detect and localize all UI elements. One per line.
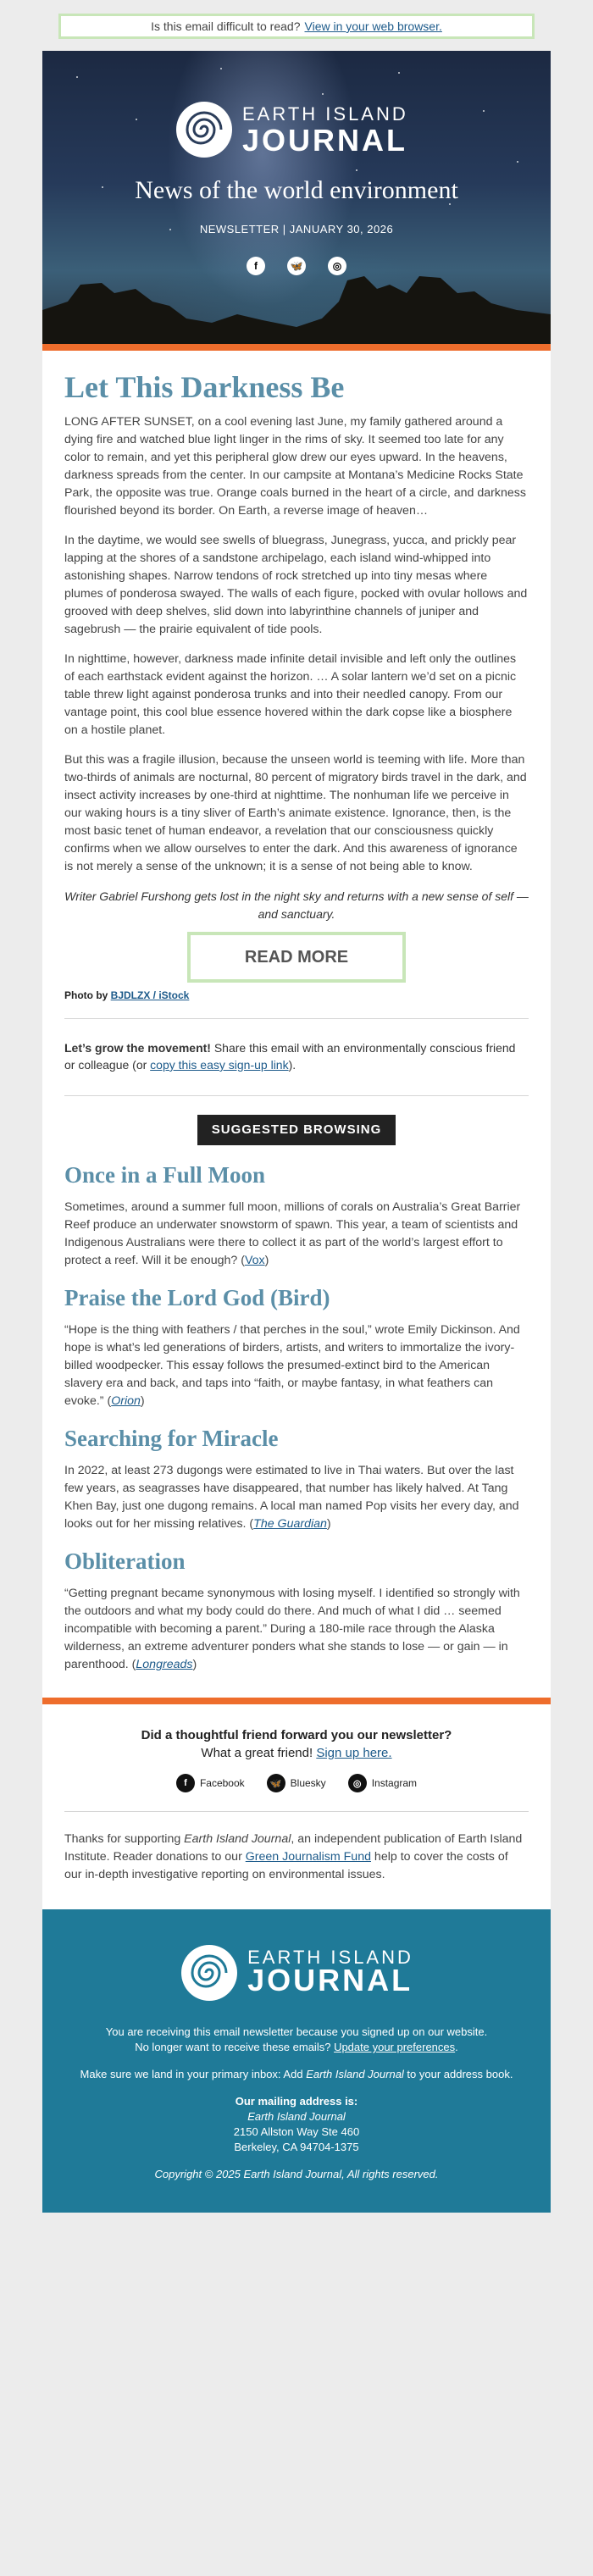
story-source-link[interactable]: Longreads	[136, 1658, 193, 1671]
article-caption: Writer Gabriel Furshong gets lost in the night sky and returns with a new sense of self — and sanctuary.	[64, 889, 529, 921]
view-in-browser-link[interactable]: View in your web browser.	[304, 19, 442, 33]
update-preferences-link[interactable]: Update your preferences	[334, 2041, 456, 2053]
spiral-logo-icon	[175, 100, 234, 159]
copyright: Copyright © 2025 Earth Island Journal, All rights reserved.	[154, 2168, 439, 2180]
instagram-label: Instagram	[371, 1777, 418, 1789]
story-text-end: )	[140, 1394, 145, 1408]
bluesky-icon[interactable]: 🦋	[287, 257, 306, 275]
address-line1: 2150 Allston Way Ste 460	[233, 2125, 360, 2138]
thanks-text: , an independent publication of Earth Island Institute. Reader donations to our	[64, 1832, 523, 1864]
grow-text: Share this email with an environmentally conscious friend or colleague (or	[64, 1041, 516, 1072]
spiral-logo-icon	[180, 1943, 239, 2003]
story-source-link[interactable]: Vox	[244, 1254, 265, 1267]
story-item	[64, 1162, 529, 1270]
story-text-end: )	[264, 1254, 269, 1267]
article-paragraph: In the daytime, we would see swells of bluegrass, Junegrass, yucca, and prickly pear lapping at the shores of a sandstone archipelago, each island wind-whipped into astonishing shapes. Narrow tendons of rock stretched up into tiny mesas where plumes of ponderosa swayed. The walls of each figure, pocked with ovular hollows and grooved with deep shelves, slid down into labyrinthine channels of juniper and sagebrush — the prairie equivalent of tide pools.	[64, 534, 528, 636]
story-title[interactable]: Searching for Miracle	[64, 1426, 279, 1451]
hero-title: News of the world environment	[135, 176, 458, 204]
instagram-icon[interactable]: ◎	[328, 257, 346, 275]
footer-inbox-text-end: to your address book.	[403, 2068, 513, 2080]
orange-divider	[42, 344, 551, 351]
footer-subscription-note: You are receiving this email newsletter because you signed up on our website.	[105, 2025, 488, 2038]
footer-inbox-publication: Earth Island Journal	[306, 2068, 404, 2080]
bluesky-label: Bluesky	[290, 1777, 326, 1789]
bluesky-link[interactable]	[267, 1774, 326, 1792]
brand-line1: EARTH ISLAND	[242, 103, 408, 125]
hero-banner	[42, 51, 551, 344]
article-paragraph: In nighttime, however, darkness made infinite detail invisible and left only the outlines of each earthstack evident against the horizon. … A solar lantern we’d set on a picnic table threw light against ponderosa trunks and into their needled canopy. From our vantage point, this cool blue essence hovered within the dark copse like a biosphere on a hostile planet.	[64, 652, 517, 737]
signup-here-link[interactable]: Sign up here.	[316, 1746, 392, 1760]
instagram-link[interactable]	[348, 1774, 417, 1792]
story-item	[64, 1285, 529, 1410]
story-text: “Getting pregnant became synonymous with losing myself. I identified so strongly with the outdoors and what my body could do there. And much of what I did … seemed incompatible with becoming a parent.” During a 180-mile race through the Alaska wilderness, an extreme adventurer ponders what she stands to lose — or gain — in parenthood. (	[64, 1587, 520, 1671]
facebook-icon[interactable]: f	[247, 257, 265, 275]
footer-inbox-text: Make sure we land in your primary inbox: Add	[80, 2068, 307, 2080]
forward-question: Did a thoughtful friend forward you our newsletter?	[141, 1728, 452, 1742]
grow-end: ).	[288, 1058, 296, 1072]
forward-section	[42, 1704, 551, 1811]
thanks-publication: Earth Island Journal	[184, 1832, 291, 1846]
story-title[interactable]: Praise the Lord God (Bird)	[64, 1285, 330, 1310]
story-item	[64, 1426, 529, 1533]
story-item	[64, 1548, 529, 1674]
article-paragraph: But this was a fragile illusion, because the unseen world is teeming with life. More than two-thirds of animals are nocturnal, 80 percent of migratory birds travel in the dark, and insect activity increases by one-third at nighttime. The nonhuman life we perceive in our waking hours is a tiny sliver of Earth’s animate existence. Ignorance, then, is the most basic tenet of human endeavor, a revelation that our consciousness quickly confirms when we allow ourselves to enter the dark. And this awareness of ignorance is not merely a sense of the unknown; it is a sense of not being able to know.	[64, 753, 527, 873]
address-line2: Berkeley, CA 94704-1375	[234, 2141, 359, 2153]
instagram-icon: ◎	[348, 1774, 367, 1792]
email-footer: EARTH ISLAND JOURNAL You are receiving this email newsletter because you signed up on our website. No longer want to receive these emails? Update your preferences. Make sure we land in your primary inbox: Add Earth Island Journal to your address book. Our mailing address is: Earth Island Journal 2150 Allston Way Ste 460 Berkeley, CA 94704-1375 Copyright © 2025 Earth Island Journal, All rights reserved.	[42, 1909, 551, 2213]
story-source-link[interactable]: The Guardian	[253, 1517, 327, 1531]
facebook-link[interactable]	[176, 1774, 245, 1792]
mailing-address-title: Our mailing address is:	[235, 2095, 358, 2108]
suggested-browsing	[42, 1096, 551, 1698]
story-text-end: )	[326, 1517, 331, 1531]
facebook-label: Facebook	[199, 1777, 245, 1789]
signup-link[interactable]: copy this easy sign-up link	[150, 1058, 289, 1072]
brand-line1: EARTH ISLAND	[247, 1947, 413, 1968]
brand-line2: JOURNAL	[242, 123, 408, 158]
bluesky-icon: 🦋	[267, 1774, 285, 1792]
suggested-badge: SUGGESTED BROWSING	[197, 1115, 396, 1145]
forward-answer: What a great friend!	[201, 1746, 313, 1760]
newsletter-date: NEWSLETTER | JANUARY 30, 2026	[199, 223, 394, 235]
footer-logo[interactable]	[68, 1943, 525, 2003]
brand-line2: JOURNAL	[247, 1963, 413, 1997]
photo-credit-prefix: Photo by	[64, 989, 108, 1001]
story-title[interactable]: Once in a Full Moon	[64, 1162, 266, 1188]
photo-credit	[64, 989, 529, 1001]
thanks-text: Thanks for supporting	[64, 1832, 185, 1846]
green-journalism-fund-link[interactable]: Green Journalism Fund	[245, 1850, 371, 1864]
facebook-icon: f	[176, 1774, 195, 1792]
feature-article	[42, 351, 551, 1018]
story-text: Sometimes, around a summer full moon, millions of corals on Australia’s Great Barrier Reef produce an underwater snowstorm of spawn. This year, a team of scientists and Indigenous Australians were there to collect it as part of the world’s largest effort to protect a reef. Will it be enough? (	[64, 1200, 521, 1267]
brand-logo[interactable]	[175, 100, 408, 159]
thanks-note	[42, 1812, 551, 1909]
read-more-button[interactable]: READ MORE	[187, 932, 406, 983]
thanks-text: help to cover the costs of our in-depth investigative reporting on environmental issues.	[64, 1850, 508, 1881]
article-paragraph: LONG AFTER SUNSET, on a cool evening last June, my family gathered around a dying fire and watched blue light linger in the rims of sky. It seemed too late for any color to remain, and yet this peripheral glow drew our eyes upward. In the heavens, darkness spreads from the center. In our campsite at Montana’s Medicine Rocks State Park, the opposite was true. Orange coals burned in the heart of a circle, and darkness flourished beyond its border. On Earth, a reverse image of heaven…	[64, 415, 526, 518]
grow-movement	[42, 1019, 551, 1095]
footer-social-links	[64, 1774, 529, 1792]
story-text: “Hope is the thing with feathers / that perches in the soul,” wrote Emily Dickinson. And hope is what’s led generations of birders, artists, and writers to immortalize the ivory-billed woodpecker. This essay follows the presumed-extinct bird to the American slavery era and back, and taps into “faith, or maybe fantasy, in what feathers can evoke.” (	[64, 1323, 520, 1408]
grow-heading: Let’s grow the movement!	[64, 1041, 211, 1055]
preheader-bar	[58, 14, 535, 39]
address-name: Earth Island Journal	[247, 2110, 346, 2123]
story-text: In 2022, at least 273 dugongs were estimated to live in Thai waters. But over the last few years, as seagrasses have disappeared, that number has likely halved. At Tang Khen Bay, just one dugong remains. A local man named Pop visits her every day, and looks out for her missing relatives. (	[64, 1464, 519, 1531]
photo-credit-link[interactable]: BJDLZX / iStock	[110, 989, 190, 1001]
hero-social-links	[42, 257, 551, 275]
story-source-link[interactable]: Orion	[111, 1394, 141, 1408]
footer-unsubscribe-text: No longer want to receive these emails?	[135, 2041, 335, 2053]
orange-divider	[42, 1698, 551, 1704]
preheader-text: Is this email difficult to read?	[151, 19, 301, 33]
story-text-end: )	[192, 1658, 197, 1671]
email-container	[42, 51, 551, 2213]
article-title[interactable]: Let This Darkness Be	[64, 370, 345, 404]
story-title[interactable]: Obliteration	[64, 1548, 186, 1574]
